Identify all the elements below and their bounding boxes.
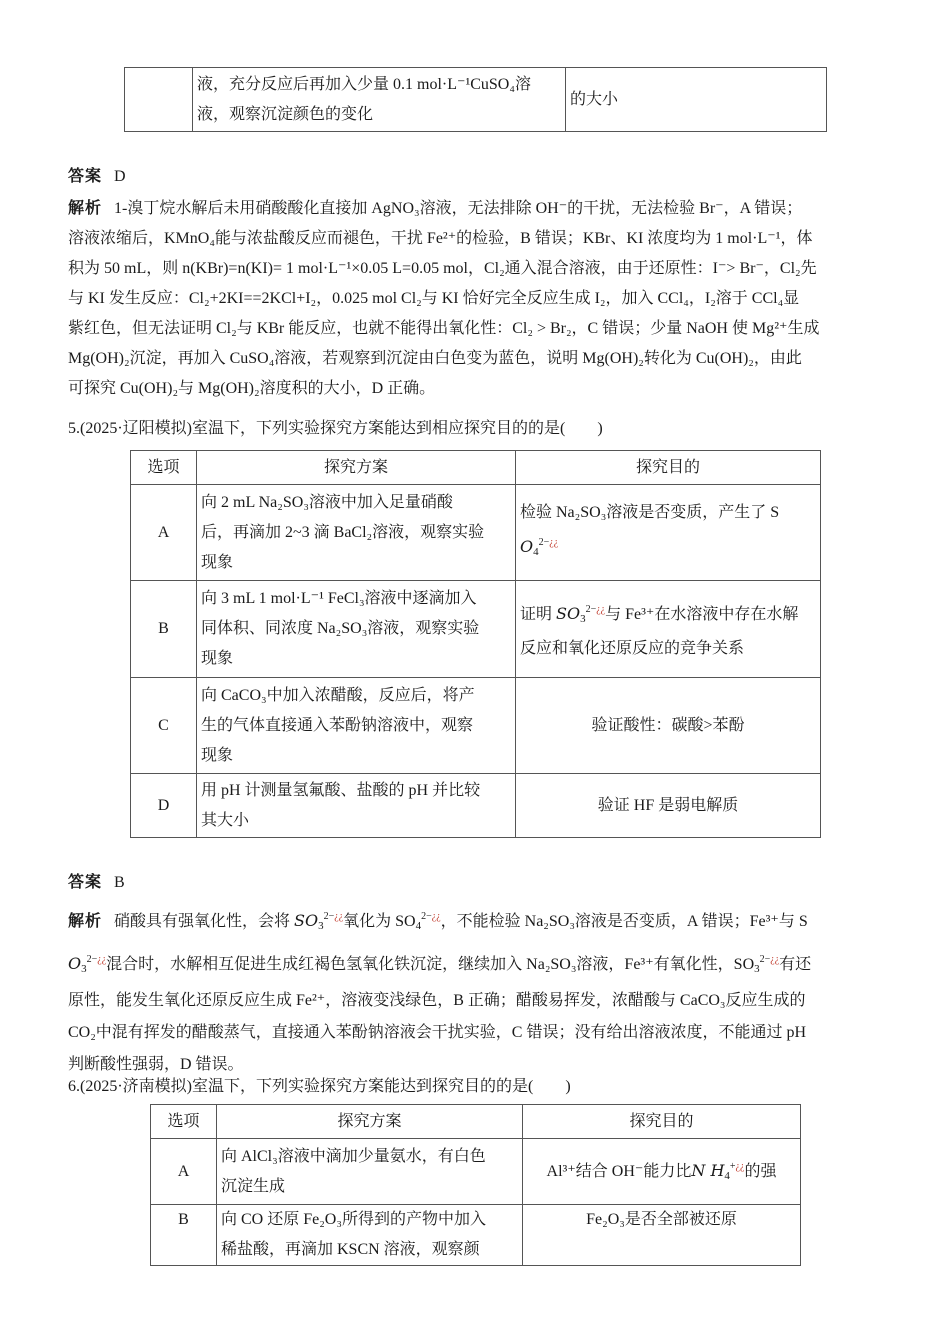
plan-line: 向 AlCl₃溶液中滴加少量氨水，有白色 xyxy=(221,1147,486,1165)
analysis-line xyxy=(68,902,880,941)
question-table xyxy=(130,450,821,838)
ion-superscript xyxy=(730,1161,745,1172)
table-row xyxy=(151,1205,801,1266)
option-cell: A xyxy=(131,485,197,581)
ion-formula: SO xyxy=(294,911,319,930)
plan-cell xyxy=(217,1205,523,1266)
analysis-line: 积为 50 mL，则 n(KBr)=n(KI)= 1 mol·L⁻¹×0.05 L=0.05 mol，Cl₂通入混合溶液，由于还原性：I⁻> Br⁻，Cl₂先 xyxy=(68,260,817,277)
ion-superscript xyxy=(586,604,606,615)
ion-formula: SO xyxy=(733,956,755,973)
ion-artifact: ¿¿ xyxy=(770,954,780,965)
plan-line: 向 2 mL Na₂SO₃溶液中加入足量硝酸 xyxy=(201,493,453,511)
option-cell: C xyxy=(131,678,197,774)
plan-line: 同体积、同浓度 Na₂SO₃溶液，观察实验 xyxy=(201,620,480,637)
analysis-line: CO₂中混有挥发的醋酸蒸气，直接通入苯酚钠溶液会干扰实验，C 错误；没有给出溶液浓度，不能通过 pH xyxy=(68,1024,807,1041)
answer-label: 答案 xyxy=(68,874,103,891)
plan-line: 现象 xyxy=(201,650,234,667)
purpose-line: 反应和氧化还原反应的竞争关系 xyxy=(520,639,745,657)
analysis-text: ，不能检验 Na₂SO₃溶液是否变质，A 错误；Fe³⁺与 S xyxy=(440,913,808,930)
purpose-cell xyxy=(523,1139,801,1205)
analysis-block xyxy=(68,902,880,1080)
ion-charge: 2− xyxy=(538,537,550,548)
ion-superscript xyxy=(760,954,780,965)
header-cell: 选项 xyxy=(151,1105,217,1139)
ion-artifact: ¿¿ xyxy=(334,911,344,922)
option-cell: A xyxy=(151,1139,217,1205)
purpose-cell: 验证酸性：碳酸>苯酚 xyxy=(516,678,821,774)
plan-line: 其大小 xyxy=(201,811,250,829)
ion-artifact: ¿¿ xyxy=(549,537,559,548)
top-table xyxy=(124,67,827,132)
analysis-line: Mg(OH)₂沉淀，再加入 CuSO₄溶液，若观察到沉淀由白色变为蓝色，说明 Mg(OH)₂转化为 Cu(OH)₂，由此 xyxy=(68,350,802,367)
header-cell: 选项 xyxy=(131,451,197,485)
analysis-line: 判断酸性强弱，D 错误。 xyxy=(68,1056,244,1073)
analysis-line xyxy=(68,945,880,984)
table-row xyxy=(125,68,827,132)
analysis-block xyxy=(68,194,880,404)
ion-subscript: 4 xyxy=(533,546,539,558)
ion-subscript: 4 xyxy=(415,920,422,932)
purpose-cell: 的大小 xyxy=(566,68,827,132)
table-header-row xyxy=(151,1105,801,1139)
plan-line: 后，再滴加 2~3 滴 BaCl₂溶液，观察实验 xyxy=(201,523,485,541)
analysis-line xyxy=(68,194,880,224)
ion-artifact: ¿¿ xyxy=(431,911,441,922)
answer-line xyxy=(68,868,125,898)
table-row xyxy=(131,485,821,581)
plan-line: 向 3 mL 1 mol·L⁻¹ FeCl₃溶液中逐滴加入 xyxy=(201,590,477,607)
ion-artifact: ¿¿ xyxy=(735,1161,745,1172)
plan-line: 生的气体直接通入苯酚钠溶液中，观察 xyxy=(201,716,474,734)
question-stem: 6.(2025·济南模拟)室温下，下列实验探究方案能达到探究目的的是( ) xyxy=(68,1078,571,1095)
table-header-row xyxy=(131,451,821,485)
ion-subscript: 3 xyxy=(580,612,586,625)
ion-artifact: ¿¿ xyxy=(97,954,107,965)
ion-formula: SO xyxy=(395,913,416,930)
purpose-cell xyxy=(516,581,821,678)
table-row xyxy=(131,678,821,774)
plan-line: 稀盐酸，再滴加 KSCN 溶液，观察颜 xyxy=(221,1241,480,1258)
analysis-text: 有还 xyxy=(779,956,812,973)
answer-value: D xyxy=(114,168,126,185)
table-row xyxy=(131,581,821,678)
analysis-text: 1-溴丁烷水解后未用硝酸酸化直接加 AgNO₃溶液，无法排除 OH⁻的干扰，无法检验 Br⁻，A 错误； xyxy=(114,200,803,217)
ion-charge: 2− xyxy=(759,954,771,965)
purpose-text: Al³⁺结合 OH⁻能力比 xyxy=(546,1163,692,1180)
question-stem: 5.(2025·辽阳模拟)室温下，下列实验探究方案能达到相应探究目的的是( ) xyxy=(68,420,603,437)
analysis-text: 氧化为 xyxy=(343,913,396,930)
purpose-line xyxy=(520,528,816,567)
ion-formula: SO xyxy=(556,603,581,623)
plan-cell xyxy=(217,1139,523,1205)
plan-line: 液，观察沉淀颜色的变化 xyxy=(197,105,374,123)
option-cell: B xyxy=(151,1205,217,1266)
header-cell: 探究方案 xyxy=(197,451,516,485)
analysis-text: 混合时，水解相互促进生成红褐色氢氧化铁沉淀，继续加入 Na₂SO₃溶液，Fe³⁺有氧化性， xyxy=(106,956,734,973)
analysis-label: 解析 xyxy=(68,200,103,217)
purpose-line xyxy=(520,595,816,634)
header-cell: 探究目的 xyxy=(516,451,821,485)
plan-cell xyxy=(197,678,516,774)
answer-value: B xyxy=(114,874,125,891)
table-row xyxy=(151,1139,801,1205)
analysis-line: 溶液浓缩后，KMnO₄能与浓盐酸反应而褪色，干扰 Fe²⁺的检验，B 错误；KBr、KI 浓度均为 1 mol·L⁻¹，体 xyxy=(68,230,813,247)
ion-formula: O xyxy=(520,537,534,556)
ion-superscript xyxy=(421,911,441,922)
ion-subscript: 3 xyxy=(81,963,87,975)
answer-label: 答案 xyxy=(68,168,103,185)
option-cell: B xyxy=(131,581,197,678)
option-cell xyxy=(125,68,193,132)
ion-charge: 2− xyxy=(421,911,432,922)
ion-superscript xyxy=(324,911,344,922)
option-cell: D xyxy=(131,774,197,838)
analysis-line: 紫红色，但无法证明 Cl₂与 KBr 能反应，也就不能得出氧化性：Cl₂ > Br₂，C 错误；少量 NaOH 使 Mg²⁺生成 xyxy=(68,320,820,337)
ion-subscript: 3 xyxy=(318,920,324,932)
purpose-text: 证明 xyxy=(520,605,557,623)
plan-line: 用 pH 计测量氢氟酸、盐酸的 pH 并比较 xyxy=(201,781,481,799)
plan-cell xyxy=(197,581,516,678)
ion-charge: + xyxy=(729,1161,736,1172)
purpose-line: 检验 Na₂SO₃溶液是否变质，产生了 S xyxy=(520,504,780,521)
ion-charge: 2− xyxy=(86,954,98,965)
ion-charge: 2− xyxy=(323,911,335,922)
purpose-cell: Fe₂O₃是否全部被还原 xyxy=(523,1205,801,1266)
header-cell: 探究目的 xyxy=(523,1105,801,1139)
ion-artifact: ¿¿ xyxy=(596,603,606,615)
ion-formula: O xyxy=(68,954,82,973)
plan-line: 沉淀生成 xyxy=(221,1177,286,1195)
purpose-cell: 验证 HF 是弱电解质 xyxy=(516,774,821,838)
plan-cell xyxy=(197,485,516,581)
plan-cell xyxy=(193,68,566,132)
ion-superscript xyxy=(87,954,107,965)
analysis-line: 与 KI 发生反应：Cl₂+2KI==2KCl+I₂，0.025 mol Cl₂与 KI 恰好完全反应生成 I₂，加入 CCl₄，I₂溶于 CCl₄显 xyxy=(68,290,800,307)
header-cell: 探究方案 xyxy=(217,1105,523,1139)
analysis-line: 原性，能发生氧化还原反应生成 Fe²⁺，溶液变浅绿色，B 正确；醋酸易挥发，浓醋酸与 CaCO₃反应生成的 xyxy=(68,992,806,1009)
analysis-text: 硝酸具有强氧化性，会将 xyxy=(114,913,295,930)
answer-line xyxy=(68,162,126,192)
purpose-text: 与 Fe³⁺在水溶液中存在水解 xyxy=(605,605,799,623)
purpose-text: 的强 xyxy=(744,1163,777,1180)
plan-line: 向 CO 还原 Fe₂O₃所得到的产物中加入 xyxy=(221,1211,486,1228)
purpose-cell xyxy=(516,485,821,581)
ion-formula: N H xyxy=(691,1161,725,1180)
plan-line: 向 CaCO₃中加入浓醋酸，反应后，将产 xyxy=(201,686,475,704)
table-row xyxy=(131,774,821,838)
question-table xyxy=(150,1104,801,1266)
ion-subscript: 4 xyxy=(724,1170,730,1182)
analysis-label: 解析 xyxy=(68,913,103,930)
analysis-line: 可探究 Cu(OH)₂与 Mg(OH)₂溶度积的大小，D 正确。 xyxy=(68,380,436,397)
plan-cell xyxy=(197,774,516,838)
ion-charge: 2− xyxy=(585,603,597,615)
plan-line: 现象 xyxy=(201,746,234,764)
plan-line: 液，充分反应后再加入少量 0.1 mol·L⁻¹CuSO₄溶 xyxy=(197,75,531,93)
ion-subscript: 3 xyxy=(754,963,760,975)
ion-superscript xyxy=(539,537,559,548)
plan-line: 现象 xyxy=(201,553,234,571)
